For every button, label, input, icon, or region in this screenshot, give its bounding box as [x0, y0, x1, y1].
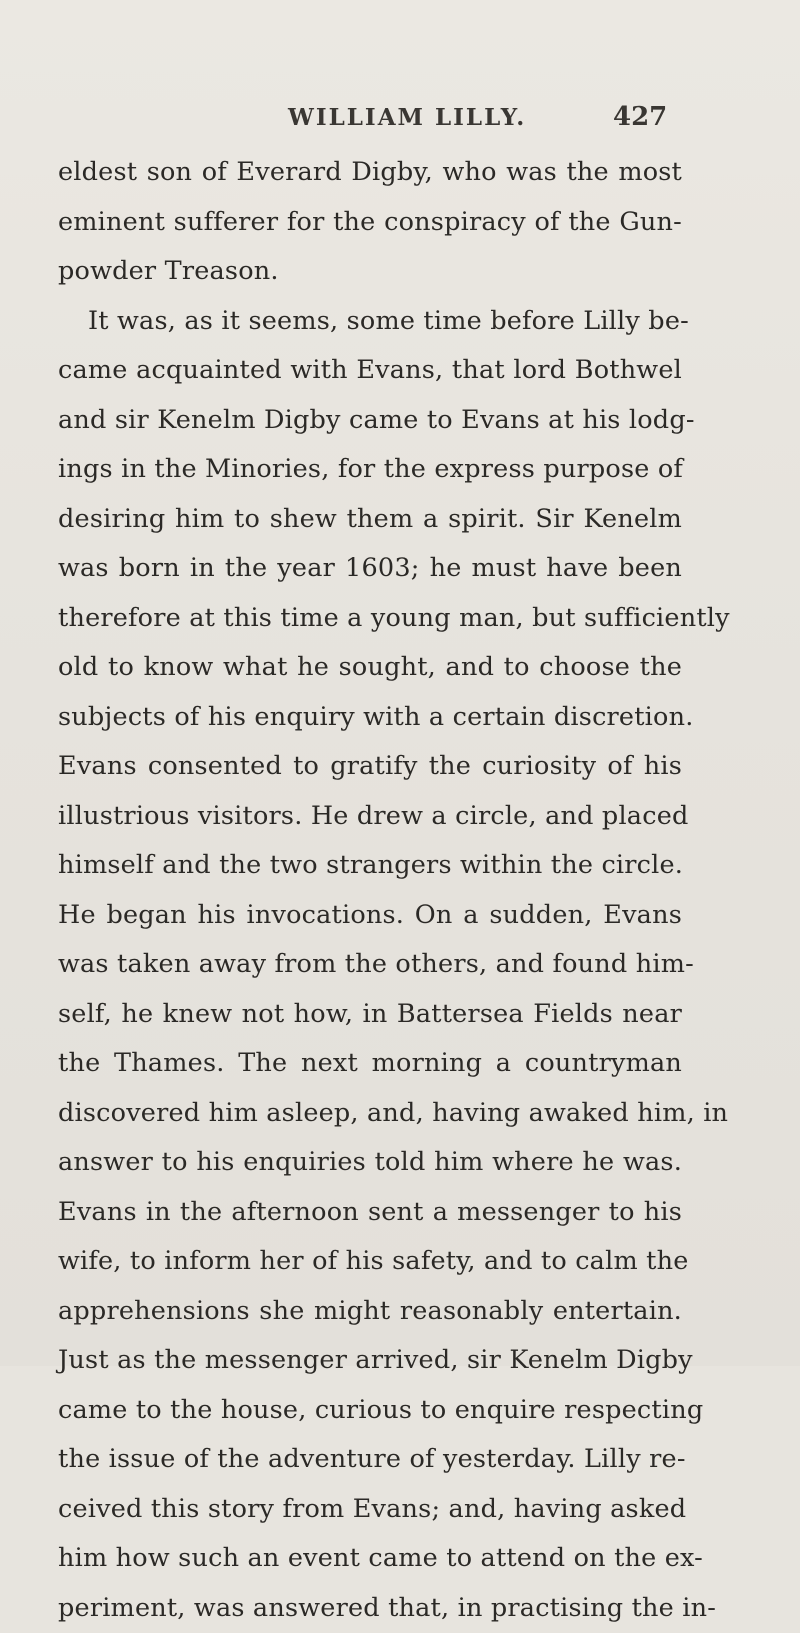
text-line: the Thames. The next morning a countryman: [58, 1039, 682, 1089]
text-line: It was, as it seems, some time before Lilly be-: [58, 297, 682, 347]
text-line: came to the house, curious to enquire respecting: [58, 1386, 682, 1436]
text-line: discovered him asleep, and, having awaked him, in: [58, 1089, 682, 1139]
text-line: was taken away from the others, and found him-: [58, 940, 682, 990]
text-line: and sir Kenelm Digby came to Evans at his lodg-: [58, 396, 682, 446]
text-line: therefore at this time a young man, but sufficiently: [58, 594, 682, 644]
text-line: desiring him to shew them a spirit. Sir Kenelm: [58, 495, 682, 545]
text-line: was born in the year 1603; he must have been: [58, 544, 682, 594]
text-line: answer to his enquiries told him where he was.: [58, 1138, 682, 1188]
text-line: apprehensions she might reasonably entertain.: [58, 1287, 682, 1337]
page-number: 427: [613, 102, 667, 132]
text-line: Just as the messenger arrived, sir Kenelm Digby: [58, 1336, 682, 1386]
text-line: ceived this story from Evans; and, having asked: [58, 1485, 682, 1535]
text-line: wife, to inform her of his safety, and to calm the: [58, 1237, 682, 1287]
running-head: WILLIAM LILLY.: [288, 104, 526, 131]
text-line: came acquainted with Evans, that lord Bothwel: [58, 346, 682, 396]
text-line: eldest son of Everard Digby, who was the most: [58, 148, 682, 198]
body-text: [58, 148, 682, 1633]
text-line: self, he knew not how, in Battersea Fields near: [58, 990, 682, 1040]
text-line: eminent sufferer for the conspiracy of the Gun-: [58, 198, 682, 248]
text-line: Evans consented to gratify the curiosity of his: [58, 742, 682, 792]
text-line: himself and the two strangers within the circle.: [58, 841, 682, 891]
text-line: ings in the Minories, for the express purpose of: [58, 445, 682, 495]
text-line: Evans in the afternoon sent a messenger to his: [58, 1188, 682, 1238]
page-header: [0, 104, 800, 138]
text-line: illustrious visitors. He drew a circle, and placed: [58, 792, 682, 842]
text-line: the issue of the adventure of yesterday. Lilly re-: [58, 1435, 682, 1485]
text-line: old to know what he sought, and to choose the: [58, 643, 682, 693]
text-line: subjects of his enquiry with a certain discretion.: [58, 693, 682, 743]
text-line: He began his invocations. On a sudden, Evans: [58, 891, 682, 941]
text-line: him how such an event came to attend on the ex-: [58, 1534, 682, 1584]
text-line: periment, was answered that, in practising the in-: [58, 1584, 682, 1633]
text-line: powder Treason.: [58, 247, 682, 297]
